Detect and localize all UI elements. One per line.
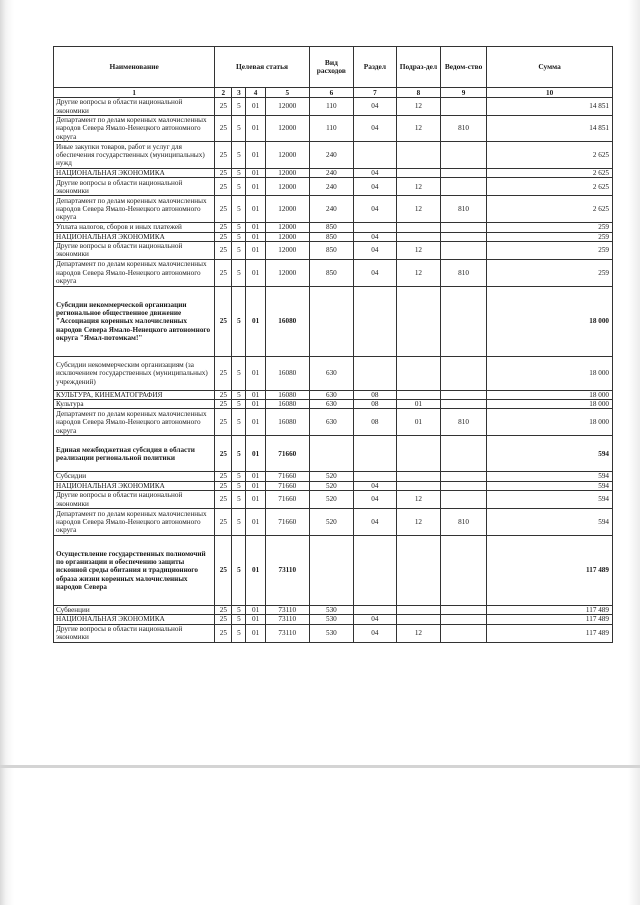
row-code-direction: 16080 [265,409,309,436]
row-sum: 117 489 [487,606,613,615]
row-code-main-event: 01 [246,436,265,472]
row-name: Культура [54,400,215,409]
row-sum: 117 489 [487,615,613,624]
row-code-main-event: 01 [246,286,265,356]
row-section: 04 [353,624,396,642]
row-expense-type: 240 [309,142,353,169]
table-row [54,116,613,142]
row-name: Уплата налогов, сборов и иных платежей [54,223,215,232]
header-sum: Сумма [487,47,613,88]
row-code-direction: 12000 [265,142,309,169]
row-code-subprogram: 5 [232,142,246,169]
row-subsection [396,606,440,615]
table-header-row [54,47,613,88]
header-expense: Вид расходов [309,47,353,88]
table-row [54,509,613,536]
column-number: 2 [215,88,232,98]
row-code-main-event: 01 [246,356,265,390]
row-code-program: 25 [215,142,232,169]
row-code-program: 25 [215,286,232,356]
row-expense-type: 520 [309,472,353,481]
row-section: 04 [353,178,396,196]
row-department [440,536,486,606]
row-code-direction: 16080 [265,400,309,409]
row-subsection: 01 [396,409,440,436]
row-code-direction: 12000 [265,178,309,196]
row-department [440,178,486,196]
row-code-direction: 16080 [265,356,309,390]
row-department [440,223,486,232]
table-row [54,196,613,223]
header-subsection: Подраз-дел [396,47,440,88]
row-subsection [396,615,440,624]
row-expense-type: 530 [309,606,353,615]
row-code-direction: 71660 [265,509,309,536]
row-sum: 594 [487,481,613,490]
row-subsection: 01 [396,400,440,409]
row-code-program: 25 [215,472,232,481]
row-subsection: 12 [396,178,440,196]
column-number: 3 [232,88,246,98]
row-expense-type: 530 [309,615,353,624]
row-section: 08 [353,409,396,436]
row-code-main-event: 01 [246,409,265,436]
row-code-program: 25 [215,223,232,232]
row-name: Субсидии некоммерческим организациям (за исключением государственных (муниципальных) учреждений) [54,356,215,390]
row-department [440,481,486,490]
row-code-program: 25 [215,98,232,116]
row-code-direction: 71660 [265,481,309,490]
row-sum: 18 000 [487,390,613,399]
row-name: Другие вопросы в области национальной экономики [54,98,215,116]
row-subsection: 12 [396,98,440,116]
row-sum: 2 625 [487,196,613,223]
row-code-program: 25 [215,232,232,241]
row-code-direction: 12000 [265,241,309,259]
row-code-main-event: 01 [246,615,265,624]
row-code-program: 25 [215,400,232,409]
row-code-subprogram: 5 [232,606,246,615]
row-code-direction: 73110 [265,624,309,642]
table-row [54,624,613,642]
row-code-main-event: 01 [246,481,265,490]
row-department: 810 [440,509,486,536]
row-code-direction: 71660 [265,491,309,509]
column-number: 7 [353,88,396,98]
row-sum: 117 489 [487,624,613,642]
row-department [440,142,486,169]
row-section [353,436,396,472]
table-row [54,178,613,196]
row-sum: 259 [487,232,613,241]
row-code-program: 25 [215,169,232,178]
column-number: 5 [265,88,309,98]
row-sum: 259 [487,241,613,259]
row-sum: 18 000 [487,286,613,356]
row-section: 04 [353,491,396,509]
row-code-direction: 71660 [265,436,309,472]
row-code-main-event: 01 [246,536,265,606]
row-expense-type: 850 [309,232,353,241]
row-code-main-event: 01 [246,178,265,196]
row-code-main-event: 01 [246,509,265,536]
row-code-subprogram: 5 [232,615,246,624]
row-code-subprogram: 5 [232,509,246,536]
row-department [440,169,486,178]
column-number: 8 [396,88,440,98]
row-department: 810 [440,259,486,286]
table-row [54,481,613,490]
row-code-direction: 73110 [265,536,309,606]
header-name: Наименование [54,47,215,88]
table-row [54,286,613,356]
row-subsection [396,286,440,356]
row-code-program: 25 [215,536,232,606]
table-row [54,472,613,481]
row-code-direction: 12000 [265,223,309,232]
header-section: Раздел [353,47,396,88]
row-code-main-event: 01 [246,390,265,399]
row-expense-type: 630 [309,409,353,436]
row-name: Другие вопросы в области национальной экономики [54,491,215,509]
row-code-program: 25 [215,196,232,223]
row-department [440,491,486,509]
row-code-subprogram: 5 [232,169,246,178]
row-code-direction: 12000 [265,232,309,241]
row-code-subprogram: 5 [232,232,246,241]
row-code-subprogram: 5 [232,259,246,286]
row-name: Другие вопросы в области национальной экономики [54,178,215,196]
row-name: НАЦИОНАЛЬНАЯ ЭКОНОМИКА [54,481,215,490]
row-department [440,241,486,259]
row-expense-type [309,286,353,356]
table-row [54,223,613,232]
row-subsection [396,472,440,481]
row-name: Департамент по делам коренных малочисленных народов Севера Ямало-Ненецкого автономного округа [54,196,215,223]
row-sum: 18 000 [487,356,613,390]
row-sum: 594 [487,472,613,481]
row-department [440,98,486,116]
row-expense-type: 630 [309,356,353,390]
table-row [54,536,613,606]
row-name: КУЛЬТУРА, КИНЕМАТОГРАФИЯ [54,390,215,399]
row-code-direction: 73110 [265,606,309,615]
row-department [440,390,486,399]
row-code-subprogram: 5 [232,286,246,356]
row-department [440,356,486,390]
row-code-program: 25 [215,436,232,472]
row-code-subprogram: 5 [232,536,246,606]
row-department [440,472,486,481]
row-sum: 14 851 [487,98,613,116]
row-code-program: 25 [215,409,232,436]
row-section: 08 [353,390,396,399]
row-expense-type [309,536,353,606]
row-section: 04 [353,116,396,142]
row-sum: 18 000 [487,409,613,436]
row-expense-type: 850 [309,259,353,286]
column-number: 4 [246,88,265,98]
row-department: 810 [440,409,486,436]
row-subsection [396,232,440,241]
row-section [353,536,396,606]
row-expense-type: 520 [309,509,353,536]
row-code-program: 25 [215,491,232,509]
row-code-program: 25 [215,241,232,259]
row-section: 08 [353,400,396,409]
row-section [353,472,396,481]
row-section: 04 [353,196,396,223]
row-expense-type: 520 [309,481,353,490]
column-number: 9 [440,88,486,98]
row-sum: 594 [487,491,613,509]
row-name: Департамент по делам коренных малочисленных народов Севера Ямало-Ненецкого автономного округа [54,116,215,142]
row-code-subprogram: 5 [232,356,246,390]
row-code-direction: 73110 [265,615,309,624]
table-row [54,232,613,241]
row-subsection: 12 [396,241,440,259]
row-department [440,624,486,642]
row-code-main-event: 01 [246,491,265,509]
row-sum: 2 625 [487,178,613,196]
row-sum: 259 [487,259,613,286]
row-code-main-event: 01 [246,259,265,286]
row-code-direction: 16080 [265,286,309,356]
row-code-main-event: 01 [246,400,265,409]
header-dept: Ведом-ство [440,47,486,88]
row-code-main-event: 01 [246,116,265,142]
row-code-direction: 16080 [265,390,309,399]
row-expense-type: 240 [309,169,353,178]
row-subsection [396,436,440,472]
row-code-program: 25 [215,259,232,286]
row-code-main-event: 01 [246,169,265,178]
table-row [54,436,613,472]
table-row [54,356,613,390]
row-code-subprogram: 5 [232,409,246,436]
table-row [54,241,613,259]
row-expense-type: 110 [309,116,353,142]
row-section [353,142,396,169]
row-subsection [396,356,440,390]
row-expense-type: 240 [309,178,353,196]
row-subsection [396,390,440,399]
row-code-main-event: 01 [246,606,265,615]
row-code-subprogram: 5 [232,390,246,399]
table-row [54,390,613,399]
row-subsection: 12 [396,624,440,642]
row-sum: 594 [487,509,613,536]
row-name: НАЦИОНАЛЬНАЯ ЭКОНОМИКА [54,169,215,178]
table-row [54,259,613,286]
row-code-main-event: 01 [246,241,265,259]
row-section: 04 [353,259,396,286]
row-sum: 2 625 [487,169,613,178]
row-code-program: 25 [215,481,232,490]
table-row [54,606,613,615]
row-code-subprogram: 5 [232,436,246,472]
row-subsection: 12 [396,491,440,509]
row-code-main-event: 01 [246,98,265,116]
row-code-subprogram: 5 [232,491,246,509]
row-department [440,606,486,615]
row-name: Субвенции [54,606,215,615]
row-expense-type: 850 [309,241,353,259]
row-code-program: 25 [215,606,232,615]
row-expense-type: 630 [309,390,353,399]
row-expense-type [309,436,353,472]
row-sum: 18 000 [487,400,613,409]
table-row [54,142,613,169]
row-code-subprogram: 5 [232,472,246,481]
row-subsection: 12 [396,259,440,286]
row-code-program: 25 [215,615,232,624]
row-code-subprogram: 5 [232,98,246,116]
row-section [353,356,396,390]
table-row [54,400,613,409]
row-code-direction: 12000 [265,98,309,116]
row-code-main-event: 01 [246,223,265,232]
row-code-subprogram: 5 [232,481,246,490]
row-section [353,223,396,232]
row-code-program: 25 [215,509,232,536]
row-expense-type: 850 [309,223,353,232]
row-code-program: 25 [215,390,232,399]
row-subsection [396,169,440,178]
table-body [54,98,613,643]
row-code-subprogram: 5 [232,178,246,196]
column-number-row [54,88,613,98]
row-code-program: 25 [215,356,232,390]
table-row [54,169,613,178]
row-sum: 259 [487,223,613,232]
row-code-subprogram: 5 [232,196,246,223]
row-name: Субсидии [54,472,215,481]
row-name: Субсидии некоммерческой организации региональное общественное движение "Ассоциация коренных малочисленных народов Севера Ямало-Ненецкого автономного округа "Ямал-потомкам!" [54,286,215,356]
row-name: Единая межбюджетная субсидия в области реализации региональной политики [54,436,215,472]
row-code-subprogram: 5 [232,223,246,232]
row-subsection: 12 [396,509,440,536]
row-code-direction: 12000 [265,116,309,142]
row-name: Департамент по делам коренных малочисленных народов Севера Ямало-Ненецкого автономного округа [54,509,215,536]
column-number: 10 [487,88,613,98]
row-code-program: 25 [215,178,232,196]
row-department [440,436,486,472]
row-name: Осуществление государственных полномочий по организации и обеспечению защиты исконной среды обитания и традиционного образа жизни коренных малочисленных народов Севера [54,536,215,606]
row-expense-type: 530 [309,624,353,642]
row-expense-type: 240 [309,196,353,223]
row-subsection [396,142,440,169]
row-section: 04 [353,169,396,178]
row-code-main-event: 01 [246,142,265,169]
table-row [54,491,613,509]
row-department: 810 [440,196,486,223]
row-code-subprogram: 5 [232,241,246,259]
row-department [440,232,486,241]
row-code-subprogram: 5 [232,400,246,409]
row-name: Другие вопросы в области национальной экономики [54,624,215,642]
row-name: Департамент по делам коренных малочисленных народов Севера Ямало-Ненецкого автономного округа [54,259,215,286]
row-name: НАЦИОНАЛЬНАЯ ЭКОНОМИКА [54,615,215,624]
row-subsection [396,536,440,606]
row-code-direction: 12000 [265,196,309,223]
row-department [440,286,486,356]
table-row [54,409,613,436]
row-subsection: 12 [396,116,440,142]
row-sum: 14 851 [487,116,613,142]
row-name: Другие вопросы в области национальной экономики [54,241,215,259]
row-section: 04 [353,481,396,490]
row-code-main-event: 01 [246,196,265,223]
row-sum: 117 489 [487,536,613,606]
budget-table [53,46,613,643]
row-section: 04 [353,509,396,536]
header-target: Целевая статья [215,47,310,88]
row-name: Иные закупки товаров, работ и услуг для обеспечения государственных (муниципальных) нужд [54,142,215,169]
row-expense-type: 110 [309,98,353,116]
row-name: НАЦИОНАЛЬНАЯ ЭКОНОМИКА [54,232,215,241]
row-code-program: 25 [215,624,232,642]
row-subsection [396,223,440,232]
table-row [54,615,613,624]
row-section [353,606,396,615]
row-department [440,400,486,409]
scan-edge-divider [0,765,640,768]
row-subsection: 12 [396,196,440,223]
row-code-main-event: 01 [246,624,265,642]
row-section: 04 [353,98,396,116]
column-number: 6 [309,88,353,98]
row-section [353,286,396,356]
row-section: 04 [353,232,396,241]
row-expense-type: 630 [309,400,353,409]
row-sum: 594 [487,436,613,472]
row-section: 04 [353,615,396,624]
row-expense-type: 520 [309,491,353,509]
row-code-main-event: 01 [246,232,265,241]
row-name: Департамент по делам коренных малочисленных народов Севера Ямало-Ненецкого автономного округа [54,409,215,436]
row-sum: 2 625 [487,142,613,169]
row-department: 810 [440,116,486,142]
row-code-direction: 12000 [265,169,309,178]
row-code-subprogram: 5 [232,624,246,642]
row-code-subprogram: 5 [232,116,246,142]
table-row [54,98,613,116]
row-subsection [396,481,440,490]
row-code-program: 25 [215,116,232,142]
row-code-main-event: 01 [246,472,265,481]
row-code-direction: 71660 [265,472,309,481]
row-section: 04 [353,241,396,259]
row-code-direction: 12000 [265,259,309,286]
row-department [440,615,486,624]
column-number: 1 [54,88,215,98]
